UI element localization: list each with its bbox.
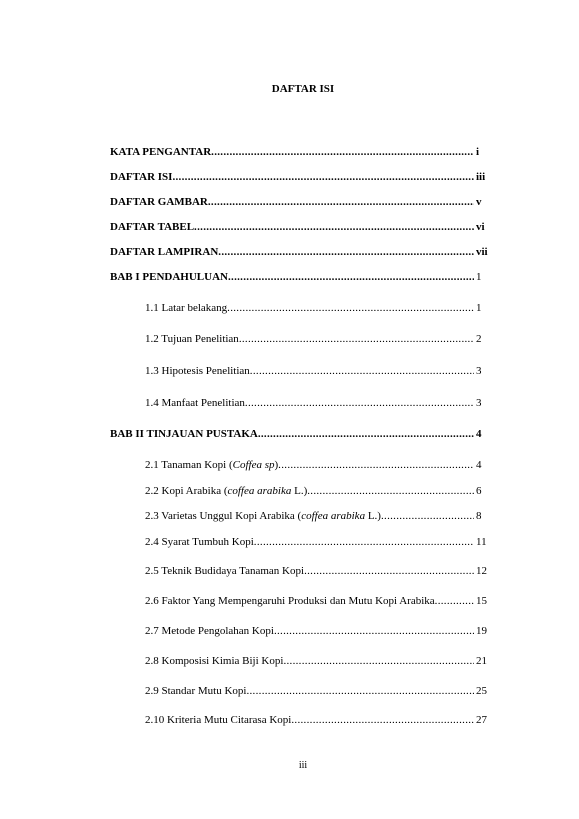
- toc-entry-page: vi: [476, 221, 485, 233]
- toc-entry-2-2[interactable]: [145, 484, 482, 498]
- toc-entry-page: 3: [476, 365, 482, 377]
- toc-entry-page: i: [476, 146, 480, 158]
- toc-entry-label: BAB II TINJAUAN PUSTAKA: [110, 428, 258, 440]
- toc-entry-label: 2.3 Varietas Unggul Kopi Arabika (coffea arabika L.): [145, 510, 381, 522]
- toc-entry-label: 2.7 Metode Pengolahan Kopi: [145, 625, 274, 637]
- toc-entry-label: DAFTAR ISI: [110, 171, 173, 183]
- toc-entry-1-4[interactable]: [145, 396, 482, 410]
- dot-leader: [245, 396, 474, 410]
- toc-entry-page: 3: [476, 397, 482, 409]
- toc-entry-label: DAFTAR TABEL: [110, 221, 195, 233]
- dot-leader: [246, 684, 474, 698]
- toc-entry-bab-2[interactable]: [110, 427, 482, 441]
- toc-entry-page: 4: [476, 428, 482, 440]
- toc-entry-label: 1.4 Manfaat Penelitian: [145, 397, 245, 409]
- toc-entry-page: iii: [476, 171, 486, 183]
- toc-entry-2-1[interactable]: [145, 458, 482, 472]
- toc-entry-label: DAFTAR GAMBAR: [110, 196, 208, 208]
- toc-entry-label: BAB I PENDAHULUAN: [110, 271, 228, 283]
- dot-leader: [274, 624, 474, 638]
- toc-entry-2-7[interactable]: [145, 624, 487, 638]
- toc-entry-2-3[interactable]: [145, 509, 482, 523]
- toc-entry-page: 11: [476, 536, 487, 548]
- toc-entry-2-9[interactable]: [145, 684, 487, 698]
- toc-entry-page: 25: [476, 685, 487, 697]
- dot-leader: [304, 564, 474, 578]
- toc-entry-page: 8: [476, 510, 482, 522]
- toc-entry-label: 2.6 Faktor Yang Mempengaruhi Produksi dan Mutu Kopi Arabika: [145, 595, 435, 607]
- toc-entry-daftar-gambar[interactable]: [110, 195, 482, 209]
- dot-leader: [258, 427, 474, 441]
- dot-leader: [254, 535, 474, 549]
- dot-leader: [227, 301, 474, 315]
- dot-leader: [211, 145, 474, 159]
- toc-entry-label: 2.2 Kopi Arabika (coffea arabika L.): [145, 485, 308, 497]
- dot-leader: [218, 245, 474, 259]
- toc-entry-1-1[interactable]: [145, 301, 482, 315]
- toc-entry-1-3[interactable]: [145, 364, 482, 378]
- dot-leader: [381, 509, 474, 523]
- toc-entry-page: 12: [476, 565, 487, 577]
- dot-leader: [228, 270, 474, 284]
- toc-entry-2-4[interactable]: [145, 535, 487, 549]
- toc-entry-label: 2.10 Kriteria Mutu Citarasa Kopi: [145, 714, 292, 726]
- toc-entry-page: 2: [476, 333, 482, 345]
- toc-entry-page: 27: [476, 714, 487, 726]
- toc-entry-2-6[interactable]: [145, 594, 487, 608]
- dot-leader: [250, 364, 474, 378]
- toc-entry-page: 19: [476, 625, 487, 637]
- toc-entry-bab-1[interactable]: [110, 270, 482, 284]
- toc-entry-page: vii: [476, 246, 488, 258]
- toc-entry-page: 15: [476, 595, 487, 607]
- toc-entry-2-5[interactable]: [145, 564, 487, 578]
- dot-leader: [307, 484, 474, 498]
- toc-entry-2-8[interactable]: [145, 654, 487, 668]
- toc-entry-daftar-lampiran[interactable]: [110, 245, 488, 259]
- toc-entry-label: DAFTAR LAMPIRAN: [110, 246, 219, 258]
- toc-entry-page: 6: [476, 485, 482, 497]
- dot-leader: [291, 713, 474, 727]
- toc-entry-label: 1.3 Hipotesis Penelitian: [145, 365, 250, 377]
- toc-entry-1-2[interactable]: [145, 332, 482, 346]
- toc-entry-daftar-isi[interactable]: [110, 170, 486, 184]
- toc-entry-label: 2.4 Syarat Tumbuh Kopi: [145, 536, 254, 548]
- toc-entry-page: 1: [476, 302, 482, 314]
- toc-entry-page: 4: [476, 459, 482, 471]
- toc-entry-label: 1.2 Tujuan Penelitian: [145, 333, 239, 345]
- toc-entry-label: KATA PENGANTAR: [110, 146, 212, 158]
- dot-leader: [239, 332, 474, 346]
- dot-leader: [278, 458, 474, 472]
- dot-leader: [194, 220, 474, 234]
- toc-entry-label: 2.9 Standar Mutu Kopi: [145, 685, 247, 697]
- toc-entry-daftar-tabel[interactable]: [110, 220, 485, 234]
- dot-leader: [435, 594, 474, 608]
- toc-entry-label: 2.8 Komposisi Kimia Biji Kopi: [145, 655, 284, 667]
- toc-entry-label: 1.1 Latar belakang: [145, 302, 228, 314]
- toc-entry-page: v: [476, 196, 482, 208]
- toc-entry-page: 21: [476, 655, 487, 667]
- footer-page-number: iii: [298, 760, 308, 771]
- toc-entry-label: 2.1 Tanaman Kopi (Coffea sp): [145, 459, 279, 471]
- toc-entry-kata-pengantar[interactable]: [110, 145, 480, 159]
- toc-entry-page: 1: [476, 271, 482, 283]
- dot-leader: [283, 654, 474, 668]
- page-title: DAFTAR ISI: [271, 83, 335, 95]
- dot-leader: [208, 195, 474, 209]
- toc-entry-label: 2.5 Teknik Budidaya Tanaman Kopi: [145, 565, 305, 577]
- dot-leader: [172, 170, 474, 184]
- toc-entry-2-10[interactable]: [145, 713, 487, 727]
